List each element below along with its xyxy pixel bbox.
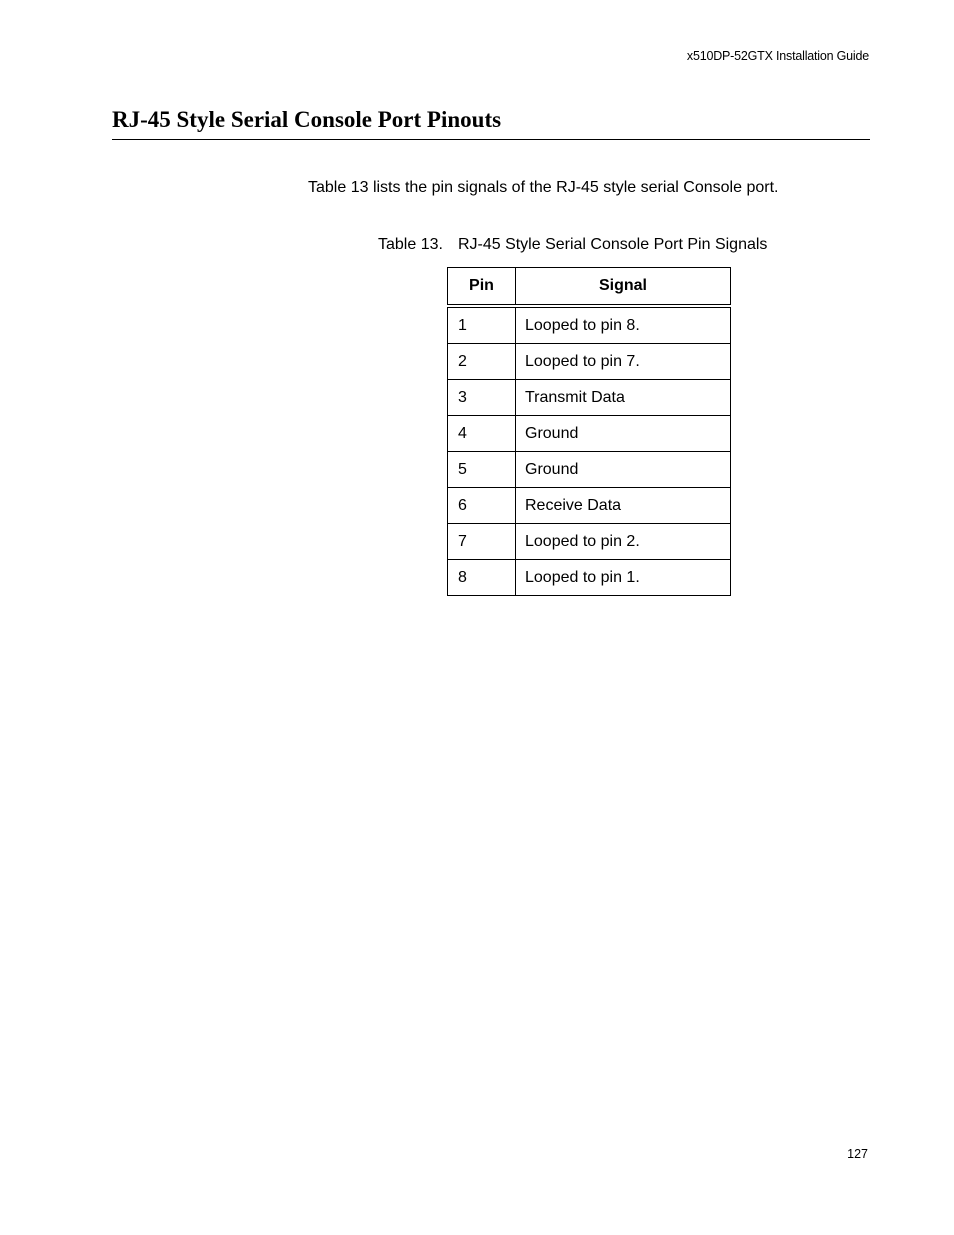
pin-cell: 5 <box>448 452 516 488</box>
table-header-row <box>448 268 731 307</box>
table-row <box>448 416 731 452</box>
signal-cell: Receive Data <box>516 488 731 524</box>
table-caption <box>378 236 767 254</box>
table-caption-title: RJ-45 Style Serial Console Port Pin Signals <box>457 236 768 253</box>
title-rule <box>112 139 870 140</box>
page-number: 127 <box>847 1147 868 1161</box>
table-row <box>448 380 731 416</box>
pin-cell: 3 <box>448 380 516 416</box>
table-row <box>448 344 731 380</box>
table-row <box>448 524 731 560</box>
pin-cell: 7 <box>448 524 516 560</box>
signal-cell: Looped to pin 1. <box>516 560 731 596</box>
running-header: x510DP-52GTX Installation Guide <box>686 49 869 63</box>
table-row <box>448 306 731 344</box>
table-caption-number: Table 13. <box>378 236 443 253</box>
pin-cell: 2 <box>448 344 516 380</box>
section-title: RJ-45 Style Serial Console Port Pinouts <box>112 107 502 132</box>
pin-cell: 8 <box>448 560 516 596</box>
pin-cell: 6 <box>448 488 516 524</box>
signal-cell: Transmit Data <box>516 380 731 416</box>
table-row <box>448 488 731 524</box>
signal-cell: Looped to pin 8. <box>516 306 731 344</box>
table-row <box>448 452 731 488</box>
column-header-pin: Pin <box>448 268 516 307</box>
intro-paragraph: Table 13 lists the pin signals of the RJ-45 style serial Console port. <box>308 179 779 196</box>
signal-cell: Ground <box>516 416 731 452</box>
pin-signal-table <box>447 267 731 596</box>
table-row <box>448 560 731 596</box>
signal-cell: Looped to pin 2. <box>516 524 731 560</box>
signal-cell: Looped to pin 7. <box>516 344 731 380</box>
signal-cell: Ground <box>516 452 731 488</box>
column-header-signal: Signal <box>516 268 731 307</box>
pin-cell: 1 <box>448 306 516 344</box>
pin-cell: 4 <box>448 416 516 452</box>
